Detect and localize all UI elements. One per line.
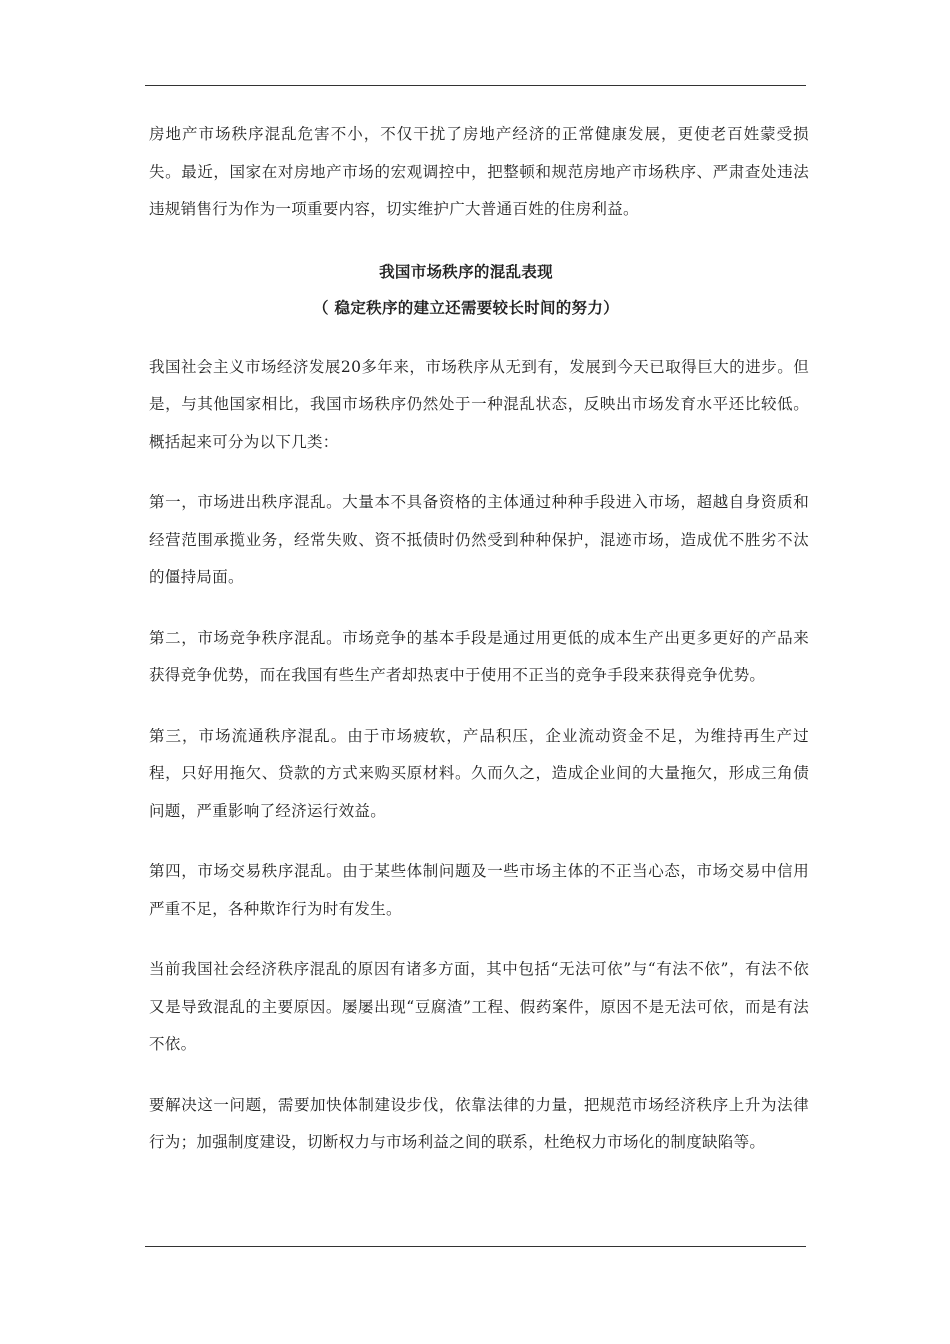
section-subtitle: （ 稳定秩序的建立还需要较长时间的努力） [313, 297, 619, 317]
point-one-paragraph: 第一，市场进出秩序混乱。大量本不具备资格的主体通过种种手段进入市场，超越自身资质和经营范围承揽业务，经常失败、资不抵债时仍然受到种种保护，混迹市场，造成优不胜劣不汰的僵持局面。 [149, 493, 809, 586]
overview-paragraph: 我国社会主义市场经济发展20多年来，市场秩序从无到有，发展到今天已取得巨大的进步。但是，与其他国家相比，我国市场秩序仍然处于一种混乱状态，反映出市场发育水平还比较低。概括起来可分为以下几类： [149, 357, 809, 451]
point-two-paragraph: 第二，市场竞争秩序混乱。市场竞争的基本手段是通过用更低的成本生产出更多更好的产品来获得竞争优势，而在我国有些生产者却热衷中于使用不正当的竞争手段来获得竞争优势。 [149, 628, 809, 684]
causes-paragraph: 当前我国社会经济秩序混乱的原因有诸多方面，其中包括“无法可依”与“有法不依”，有法不依又是导致混乱的主要原因。屡屡出现“豆腐渣”工程、假药案件，原因不是无法可依，而是有法不依。 [149, 960, 809, 1053]
footer-rule [145, 1246, 806, 1247]
section-heading [149, 254, 783, 326]
point-four-paragraph: 第四，市场交易秩序混乱。由于某些体制问题及一些市场主体的不正当心态，市场交易中信用严重不足，各种欺诈行为时有发生。 [149, 862, 809, 918]
document-body [149, 116, 809, 1162]
header-rule [145, 85, 806, 86]
intro-paragraph: 房地产市场秩序混乱危害不小，不仅干扰了房地产经济的正常健康发展，更使老百姓蒙受损失。最近，国家在对房地产市场的宏观调控中，把整顿和规范房地产市场秩序、严肃查处违法违规销售行为作为一项重要内容，切实维护广大普通百姓的住房利益。 [149, 125, 809, 218]
section-title: 我国市场秩序的混乱表现 [379, 261, 553, 281]
point-three-paragraph: 第三，市场流通秩序混乱。由于市场疲软，产品积压，企业流动资金不足，为维持再生产过程，只好用拖欠、贷款的方式来购买原材料。久而久之，造成企业间的大量拖欠，形成三角债问题，严重影响了经济运行效益。 [149, 726, 809, 820]
solution-paragraph: 要解决这一问题，需要加快体制建设步伐，依靠法律的力量，把规范市场经济秩序上升为法律行为；加强制度建设，切断权力与市场利益之间的联系，杜绝权力市场化的制度缺陷等。 [149, 1095, 809, 1151]
